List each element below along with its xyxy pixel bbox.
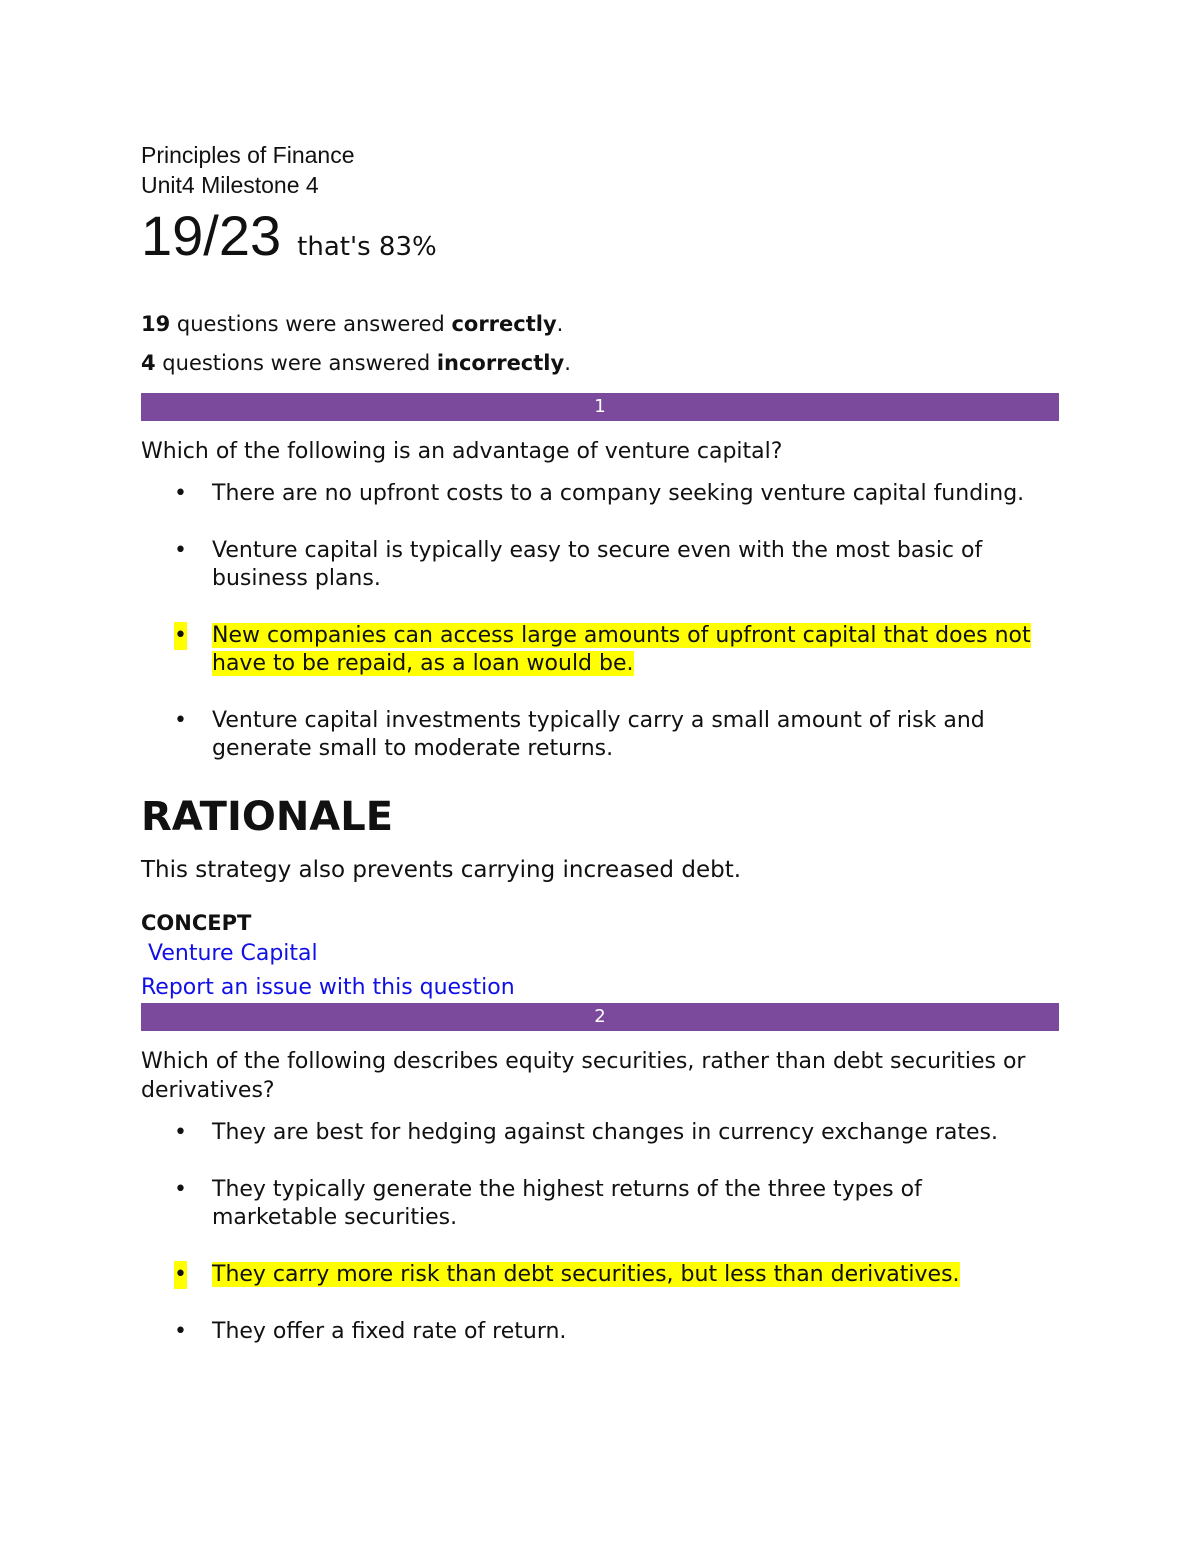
question-number-bar: 2 xyxy=(141,1003,1059,1031)
answer-option[interactable] xyxy=(141,707,1059,763)
answer-text: They are best for hedging against changes in currency exchange rates. xyxy=(212,1120,999,1145)
score-percent: that's 83% xyxy=(297,232,437,262)
answer-option[interactable] xyxy=(141,1318,1059,1346)
incorrect-summary xyxy=(141,349,1059,377)
course-title: Principles of Finance xyxy=(141,142,355,168)
concept-link[interactable]: Venture Capital xyxy=(141,941,318,966)
answer-option[interactable] xyxy=(141,1119,1059,1147)
answer-text: Venture capital is typically easy to secure even with the most basic of business plans. xyxy=(212,538,983,591)
score-line xyxy=(141,204,1059,268)
concept-heading: CONCEPT xyxy=(141,911,252,935)
correct-period: . xyxy=(556,312,564,336)
correct-text: questions were answered xyxy=(170,312,452,336)
answer-option-correct[interactable] xyxy=(141,622,1059,678)
correct-count: 19 xyxy=(141,312,171,336)
answer-option[interactable] xyxy=(141,537,1059,593)
rationale-heading: RATIONALE xyxy=(141,794,394,840)
answer-list xyxy=(141,480,1059,763)
answer-list xyxy=(141,1119,1059,1346)
question-text: Which of the following is an advantage of venture capital? xyxy=(141,439,783,464)
document-page xyxy=(141,140,1059,1346)
answer-text: They offer a fixed rate of return. xyxy=(212,1319,567,1344)
correct-summary xyxy=(141,310,1059,338)
answer-option[interactable] xyxy=(141,480,1059,508)
bullet-icon: • xyxy=(174,1177,187,1202)
question-text: Which of the following describes equity securities, rather than debt securities or derivatives? xyxy=(141,1049,1026,1103)
milestone-title: Unit4 Milestone 4 xyxy=(141,172,319,198)
bullet-icon: • xyxy=(174,623,187,648)
answer-option[interactable] xyxy=(141,1176,1059,1232)
incorrect-count: 4 xyxy=(141,351,156,375)
answer-text: They typically generate the highest returns of the three types of marketable securities. xyxy=(212,1177,922,1230)
score-value: 19/23 xyxy=(141,204,282,267)
incorrect-text: questions were answered xyxy=(155,351,437,375)
bullet-icon: • xyxy=(174,481,187,506)
rationale-text: This strategy also prevents carrying increased debt. xyxy=(141,857,742,883)
answer-option-correct[interactable] xyxy=(141,1261,1059,1289)
answer-text-highlighted: New companies can access large amounts of upfront capital that does not have to be repaid, as a loan would be. xyxy=(212,623,1031,676)
question-number-bar: 1 xyxy=(141,393,1059,421)
incorrect-period: . xyxy=(564,351,571,375)
answer-text: There are no upfront costs to a company seeking venture capital funding. xyxy=(212,481,1025,506)
answer-text: Venture capital investments typically carry a small amount of risk and generate small to moderate returns. xyxy=(212,708,985,761)
incorrect-word: incorrectly xyxy=(436,351,565,375)
bullet-icon: • xyxy=(174,1262,187,1287)
bullet-icon: • xyxy=(174,538,187,563)
bullet-icon: • xyxy=(174,1120,187,1145)
correct-word: correctly xyxy=(451,312,557,336)
report-issue-link[interactable]: Report an issue with this question xyxy=(141,975,515,1000)
bullet-icon: • xyxy=(174,1319,187,1344)
bullet-icon: • xyxy=(174,708,187,733)
answer-text-highlighted: They carry more risk than debt securities, but less than derivatives. xyxy=(212,1262,960,1287)
